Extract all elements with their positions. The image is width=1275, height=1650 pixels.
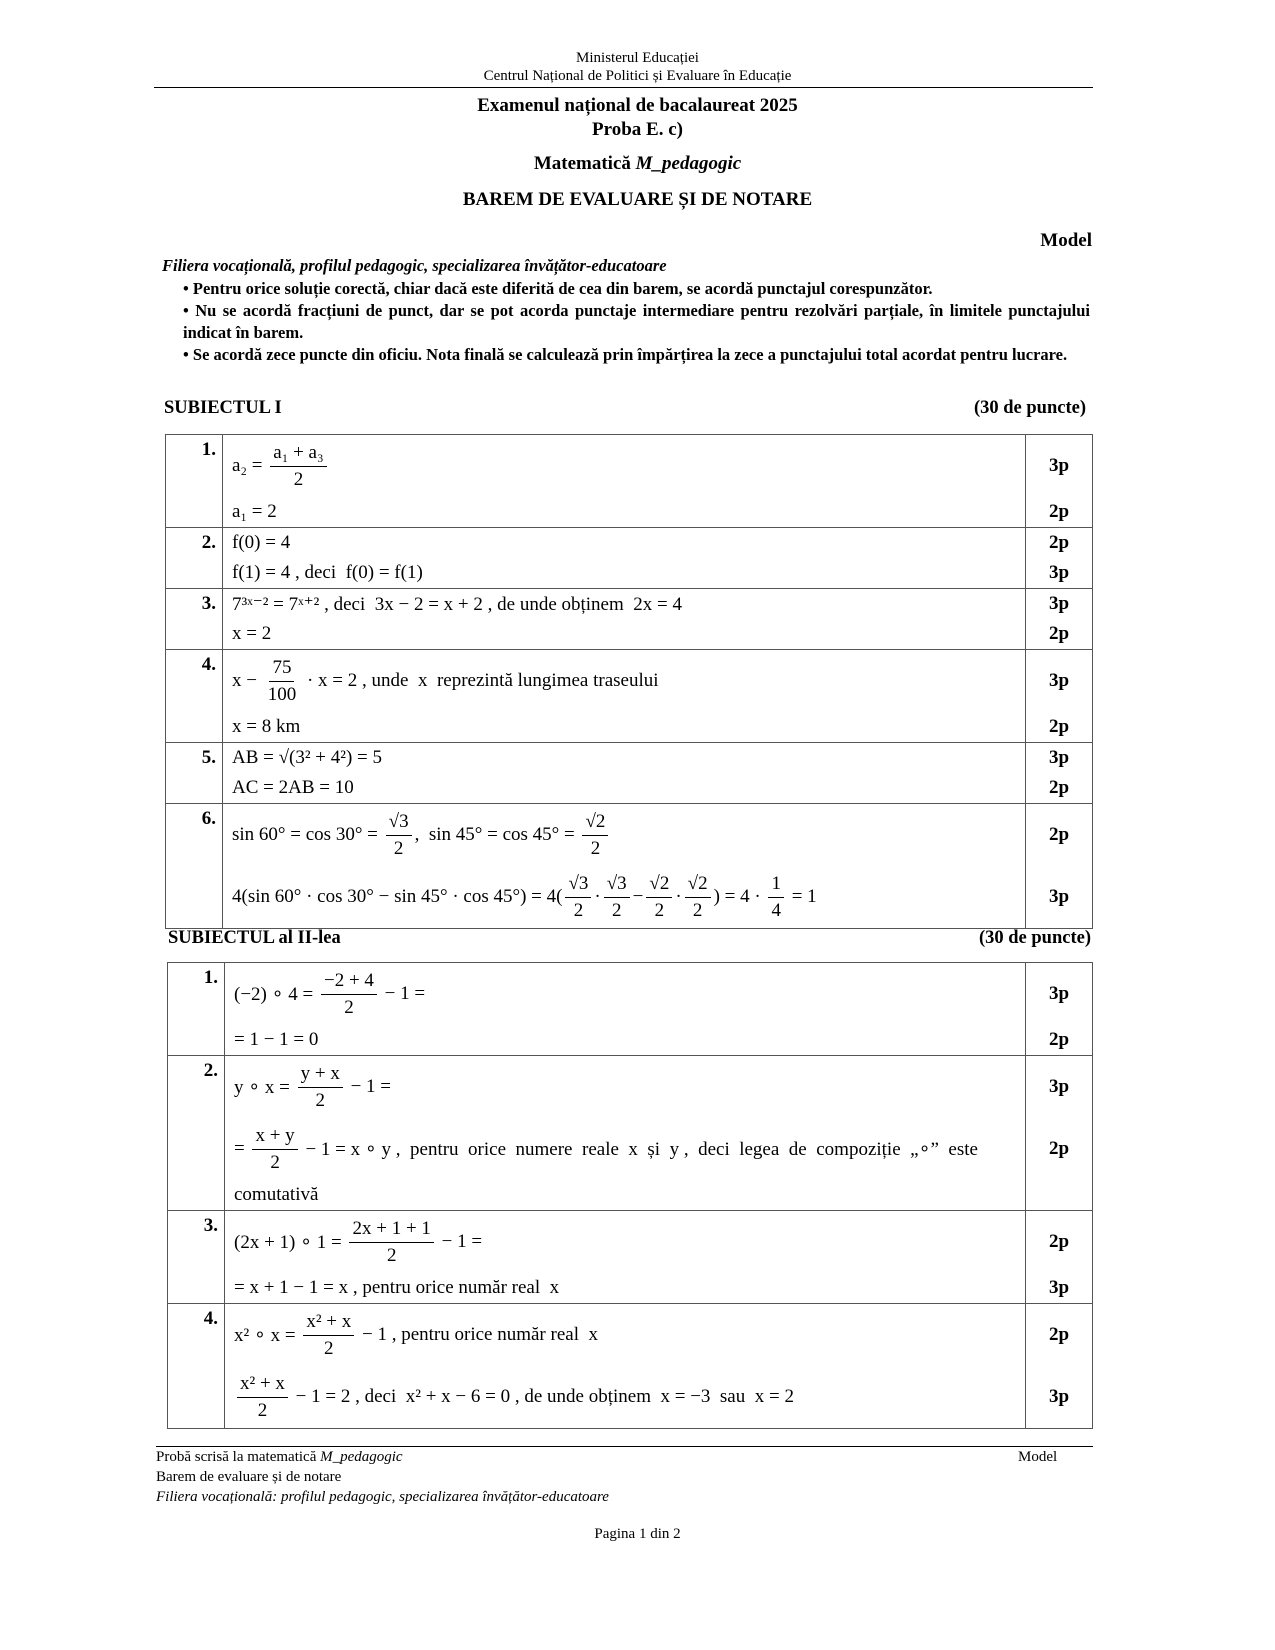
math-text: − 1 = — [345, 1076, 392, 1097]
item-number: 5. — [166, 743, 223, 804]
line-points: 2p — [1048, 716, 1070, 737]
table-row — [168, 1211, 1093, 1304]
header-divider — [154, 87, 1093, 88]
numerator: √3 — [386, 809, 412, 836]
fraction — [321, 968, 377, 1021]
solution-line — [225, 963, 1025, 1025]
item-number: 2. — [166, 528, 223, 589]
line-points: 3p — [1048, 455, 1070, 476]
line-points: 3p — [1048, 593, 1070, 614]
math-text: · — [594, 886, 601, 907]
line-points: 2p — [1048, 501, 1070, 522]
subject-1-points: (30 de puncte) — [973, 398, 1086, 418]
points-cell — [1026, 804, 1093, 929]
subject-prefix: Matematică — [533, 153, 636, 174]
table-row — [168, 1304, 1093, 1429]
subject-title — [0, 153, 1275, 175]
solution-line — [223, 866, 1025, 928]
denominator: 2 — [324, 1337, 334, 1359]
math-text: − — [632, 886, 644, 907]
fraction — [386, 809, 412, 862]
item-number: 3. — [166, 589, 223, 650]
subject-1-table — [165, 434, 1093, 929]
item-number: 3. — [168, 1211, 225, 1304]
item-number: 6. — [166, 804, 223, 929]
solution-cell — [223, 435, 1026, 528]
denominator: 2 — [315, 1089, 325, 1111]
points-cell — [1026, 1211, 1093, 1304]
numerator: √2 — [582, 809, 608, 836]
fraction — [685, 871, 711, 924]
numerator: x² + x — [237, 1371, 288, 1398]
table-row — [168, 1056, 1093, 1211]
line-points: 3p — [1048, 670, 1070, 691]
solution-line — [223, 743, 1025, 773]
numerator: √2 — [685, 871, 711, 898]
fraction — [252, 1123, 297, 1176]
denominator: 2 — [654, 899, 665, 921]
numerator: x² + x — [303, 1309, 354, 1336]
line-points: 2p — [1048, 532, 1070, 553]
numerator: 1 — [768, 871, 784, 898]
line-points: 2p — [1048, 1324, 1070, 1345]
line-points: 2p — [1048, 1029, 1070, 1050]
solution-line — [223, 619, 1025, 649]
solution-line — [225, 1118, 1025, 1180]
math-text: − 1 = — [379, 983, 426, 1004]
solution-line — [225, 1211, 1025, 1273]
solution-line — [223, 497, 1025, 527]
points-cell — [1026, 963, 1093, 1056]
line-points: 3p — [1048, 983, 1070, 1004]
solution-line — [225, 1273, 1025, 1303]
math-text: − 1 = 2 , deci x² + x − 6 = 0 , de unde obținem x = −3 sau x = 2 — [290, 1386, 794, 1407]
points-cell — [1026, 589, 1093, 650]
numerator: 75 — [269, 655, 294, 682]
line-points — [1026, 1180, 1092, 1210]
math-text: y ∘ x = — [234, 1076, 295, 1098]
solution-line — [223, 528, 1025, 558]
math-text: − 1 = x ∘ y , pentru orice numere reale x și y , deci legea de compoziție „∘” este — [300, 1138, 978, 1160]
item-number: 1. — [168, 963, 225, 1056]
footer-italic: M_pedagogic — [320, 1449, 403, 1465]
math-text: = 1 — [786, 886, 817, 907]
table-row — [166, 528, 1093, 589]
solution-cell — [223, 804, 1026, 929]
math-text: AB = √(3² + 4²) = 5 — [232, 747, 383, 768]
denominator: 2 — [270, 1151, 280, 1173]
solution-line — [223, 435, 1025, 497]
barem-title: BAREM DE EVALUARE ȘI DE NOTARE — [462, 189, 813, 210]
instruction-item: • Pentru orice soluție corectă, chiar dacă este diferită de cea din barem, se acordă punctajul corespunzător. — [183, 279, 933, 298]
line-points: 3p — [1048, 886, 1070, 907]
math-text: − 1 , pentru orice număr real x — [357, 1324, 598, 1345]
table-row — [168, 963, 1093, 1056]
solution-cell — [225, 963, 1026, 1056]
denominator: 2 — [386, 1244, 397, 1266]
math-text: − 1 = — [436, 1231, 483, 1252]
footer-prefix: Probă scrisă la matematică — [156, 1449, 321, 1465]
math-text: (−2) ∘ 4 = — [234, 983, 318, 1005]
math-text: AC = 2AB = 10 — [232, 777, 354, 798]
math-text: x − — [232, 670, 262, 691]
numerator: −2 + 4 — [321, 968, 377, 995]
line-points: 3p — [1048, 1386, 1070, 1407]
line-points: 2p — [1048, 1138, 1070, 1159]
denominator: 2 — [257, 1399, 268, 1421]
instruction-item: • Se acordă zece puncte din oficiu. Nota finală se calculează prin împărțirea la zece a punctajului total acordat pentru lucrare. — [183, 345, 1068, 364]
numerator: a₁ + a₃ — [270, 440, 326, 467]
fraction — [270, 440, 326, 493]
item-number: 4. — [168, 1304, 225, 1429]
math-text: x = 8 km — [232, 716, 301, 737]
points-cell — [1026, 743, 1093, 804]
math-text: (2x + 1) ∘ 1 = — [234, 1231, 347, 1253]
footer-line-3: Filiera vocațională: profilul pedagogic, specializarea învățător-educatoare — [156, 1489, 609, 1505]
points-cell — [1026, 528, 1093, 589]
solution-line — [223, 804, 1025, 866]
numerator: y + x — [298, 1061, 343, 1088]
solution-cell — [223, 589, 1026, 650]
model-label: Model — [1040, 230, 1092, 251]
math-text: = 1 − 1 = 0 — [234, 1029, 319, 1050]
fraction — [646, 871, 672, 924]
center-name: Centrul Național de Politici și Evaluare în Educație — [483, 68, 792, 84]
math-text: f(0) = 4 — [232, 532, 291, 553]
solution-line — [223, 712, 1025, 742]
fraction — [768, 871, 784, 924]
subject-2-title: SUBIECTUL al II-lea — [168, 928, 341, 948]
solution-line — [223, 589, 1025, 619]
math-text: = x + 1 − 1 = x , pentru orice număr real x — [234, 1277, 560, 1298]
solution-cell — [223, 743, 1026, 804]
subject-2-points: (30 de puncte) — [978, 928, 1091, 948]
math-text: a₂ = — [232, 455, 268, 476]
math-text: x = 2 — [232, 623, 272, 644]
numerator: x + y — [252, 1123, 297, 1150]
proba-title: Proba E. c) — [592, 119, 683, 140]
fraction — [265, 655, 300, 708]
denominator: 2 — [692, 899, 703, 921]
line-points: 2p — [1048, 777, 1070, 798]
math-text: f(1) = 4 , deci f(0) = f(1) — [232, 562, 423, 583]
math-text: sin 60° = cos 30° = — [232, 824, 383, 845]
math-text: x² ∘ x = — [234, 1324, 301, 1346]
denominator: 4 — [771, 899, 781, 921]
footer-model: Model — [1018, 1449, 1058, 1465]
solution-line — [225, 1366, 1025, 1428]
item-number: 1. — [166, 435, 223, 528]
denominator: 2 — [293, 468, 304, 490]
solution-line — [223, 773, 1025, 803]
solution-cell — [223, 650, 1026, 743]
points-cell — [1026, 1056, 1093, 1211]
table-row — [166, 804, 1093, 929]
line-points: 3p — [1048, 747, 1070, 768]
denominator: 100 — [267, 683, 297, 705]
denominator: 2 — [573, 899, 584, 921]
solution-cell — [225, 1056, 1026, 1211]
footer-line-2: Barem de evaluare și de notare — [156, 1469, 342, 1485]
solution-line — [225, 1056, 1025, 1118]
numerator: √2 — [646, 871, 672, 898]
solution-line — [223, 650, 1025, 712]
line-points: 3p — [1048, 1277, 1070, 1298]
math-text: = — [234, 1138, 250, 1159]
page-number: Pagina 1 din 2 — [594, 1526, 681, 1542]
filiera-line: Filiera vocațională, profilul pedagogic, specializarea învățător-educatoare — [162, 256, 667, 275]
math-text: a₁ = 2 — [232, 501, 277, 522]
numerator: 2x + 1 + 1 — [349, 1216, 433, 1243]
solution-line — [225, 1304, 1025, 1366]
fraction — [565, 871, 591, 924]
math-text: ) = 4 · — [713, 886, 766, 907]
instruction-item: • Nu se acordă fracțiuni de punct, dar se pot acorda punctaje intermediare pentru rezolvări parțiale, în limitele punctajului indicat în barem. — [183, 301, 1090, 342]
fraction — [349, 1216, 433, 1269]
math-text: comutativă — [234, 1184, 319, 1205]
points-cell — [1026, 650, 1093, 743]
item-number: 4. — [166, 650, 223, 743]
fraction — [303, 1309, 354, 1362]
table-row — [166, 435, 1093, 528]
solution-line — [225, 1025, 1025, 1055]
math-text: 7³ˣ⁻² = 7ˣ⁺² , deci 3x − 2 = x + 2 , de unde obținem 2x = 4 — [232, 593, 682, 615]
fraction — [237, 1371, 288, 1424]
fraction — [298, 1061, 343, 1114]
math-text: · — [675, 886, 682, 907]
footer-divider — [156, 1446, 1093, 1447]
points-cell — [1026, 435, 1093, 528]
solution-cell — [223, 528, 1026, 589]
subject-2-table — [167, 962, 1093, 1429]
ministry-name: Ministerul Educației — [576, 50, 699, 66]
table-row — [166, 589, 1093, 650]
instructions — [183, 278, 1090, 366]
exam-title: Examenul național de bacalaureat 2025 — [477, 95, 798, 116]
table-row — [166, 650, 1093, 743]
solution-line — [225, 1180, 1025, 1210]
solution-line — [223, 558, 1025, 588]
points-cell — [1026, 1304, 1093, 1429]
line-points: 2p — [1048, 1231, 1070, 1252]
table-row — [166, 743, 1093, 804]
footer-line-1 — [156, 1449, 403, 1466]
subject-1-title: SUBIECTUL I — [164, 398, 282, 418]
line-points: 3p — [1048, 1076, 1070, 1097]
math-text: 4(sin 60° · cos 30° − sin 45° · cos 45°) = 4( — [232, 886, 563, 907]
fraction — [604, 871, 630, 924]
denominator: 2 — [611, 899, 622, 921]
numerator: √3 — [565, 871, 591, 898]
math-text: · x = 2 , unde x reprezintă lungimea traseului — [302, 670, 659, 691]
item-number: 2. — [168, 1056, 225, 1211]
denominator: 2 — [393, 837, 404, 859]
math-text: , sin 45° = cos 45° = — [414, 824, 580, 845]
subject-italic: M_pedagogic — [635, 153, 742, 174]
fraction — [582, 809, 608, 862]
line-points: 3p — [1048, 562, 1070, 583]
line-points: 2p — [1048, 623, 1070, 644]
numerator: √3 — [604, 871, 630, 898]
line-points: 2p — [1048, 824, 1070, 845]
solution-cell — [225, 1304, 1026, 1429]
solution-cell — [225, 1211, 1026, 1304]
denominator: 2 — [590, 837, 601, 859]
denominator: 2 — [344, 996, 354, 1018]
